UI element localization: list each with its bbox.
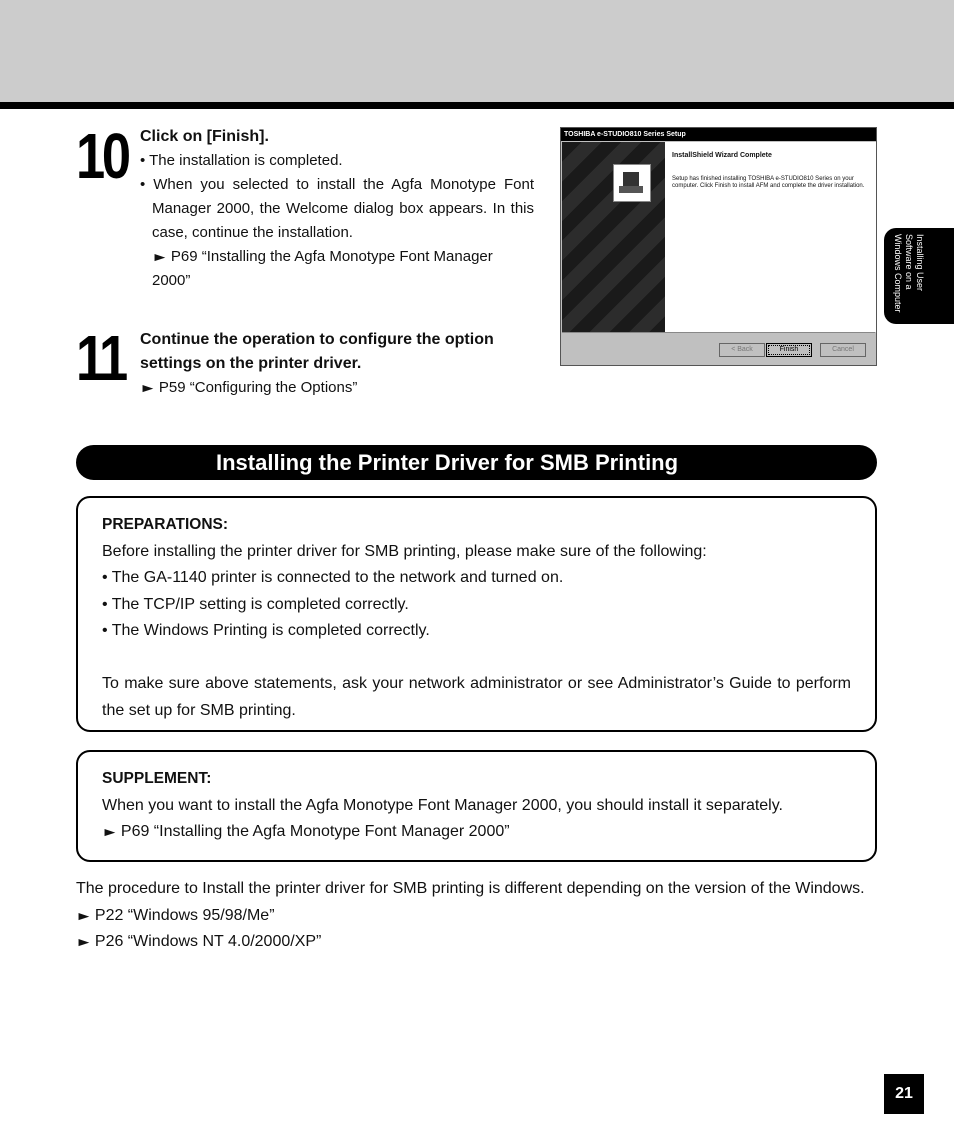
step-11 xyxy=(140,328,534,400)
step-11-reference-text: P59 “Configuring the Options” xyxy=(158,379,358,396)
section-title: Installing the Printer Driver for SMB Printing xyxy=(216,450,679,475)
supplement-reference-text: P69 “Installing the Agfa Monotype Font Manager 2000” xyxy=(120,823,510,840)
chapter-side-tab xyxy=(884,228,954,324)
arrow-icon: ► xyxy=(139,381,157,395)
installer-icon xyxy=(613,164,651,202)
step-10-bullet-2: • When you selected to install the Agfa Monotype Font Manager 2000, the Welcome dialog box appears. In this case, continue the installation. xyxy=(140,176,534,241)
supplement-box xyxy=(76,750,877,862)
preparations-title: PREPARATIONS: xyxy=(102,516,229,533)
arrow-icon: ► xyxy=(151,250,169,264)
step-10-bullet-1: • The installation is completed. xyxy=(140,152,343,169)
supplement-title: SUPPLEMENT: xyxy=(102,770,212,787)
step-11-number: 11 xyxy=(76,322,125,394)
procedure-reference-2 xyxy=(76,929,877,956)
procedure-paragraph xyxy=(76,876,877,956)
supplement-text: When you want to install the Agfa Monotype Font Manager 2000, you should install it separately. xyxy=(102,796,783,814)
procedure-reference-2-text: P26 “Windows NT 4.0/2000/XP” xyxy=(94,933,322,950)
section-header xyxy=(76,445,877,480)
step-10 xyxy=(140,125,534,293)
step-10-reference-text: P69 “Installing the Agfa Monotype Font Manager 2000” xyxy=(152,248,493,289)
chapter-side-tab-label: Installing User Software on a Windows Computer xyxy=(893,234,925,313)
chapter-side-tab-text xyxy=(892,234,925,324)
step-11-reference xyxy=(140,376,534,400)
procedure-reference-1 xyxy=(76,903,877,930)
dialog-separator xyxy=(562,332,875,333)
page-number: 21 xyxy=(884,1074,924,1114)
setup-dialog-screenshot xyxy=(560,127,877,366)
dialog-side-panel xyxy=(562,142,665,332)
list-item: • The GA-1140 printer is connected to the network and turned on. xyxy=(102,569,564,586)
preparations-note: To make sure above statements, ask your network administrator or see Administrator’s Guide to perform the set up for SMB printing. xyxy=(102,675,851,719)
arrow-icon: ► xyxy=(101,825,119,839)
step-10-reference xyxy=(140,245,534,293)
step-11-title: Continue the operation to configure the option settings on the printer driver. xyxy=(140,331,494,372)
step-10-title: Click on [Finish]. xyxy=(140,128,269,145)
step-10-number: 10 xyxy=(76,120,128,192)
preparations-box xyxy=(76,496,877,732)
header-band xyxy=(0,0,954,102)
arrow-icon: ► xyxy=(75,935,93,949)
dialog-heading: InstallShield Wizard Complete xyxy=(672,152,772,159)
arrow-icon: ► xyxy=(75,908,93,923)
procedure-reference-1-text: P22 “Windows 95/98/Me” xyxy=(94,906,275,924)
cancel-button[interactable]: Cancel xyxy=(820,343,866,357)
list-item: • The Windows Printing is completed correctly. xyxy=(102,622,430,639)
dialog-content xyxy=(665,142,876,332)
back-button[interactable]: < Back xyxy=(719,343,765,357)
header-rule xyxy=(0,102,954,109)
finish-button[interactable]: Finish xyxy=(766,343,812,357)
list-item: • The TCP/IP setting is completed correctly. xyxy=(102,595,409,613)
preparations-intro: Before installing the printer driver for SMB printing, please make sure of the following: xyxy=(102,542,707,560)
dialog-title-bar: TOSHIBA e-STUDIO810 Series Setup xyxy=(561,128,876,141)
procedure-text: The procedure to Install the printer driver for SMB printing is different depending on the version of the Windows. xyxy=(76,880,865,897)
dialog-text: Setup has finished installing TOSHIBA e-STUDIO810 Series on your computer. Click Finish to install AFM and complete the driver installation. xyxy=(672,176,865,189)
supplement-reference xyxy=(102,819,851,846)
